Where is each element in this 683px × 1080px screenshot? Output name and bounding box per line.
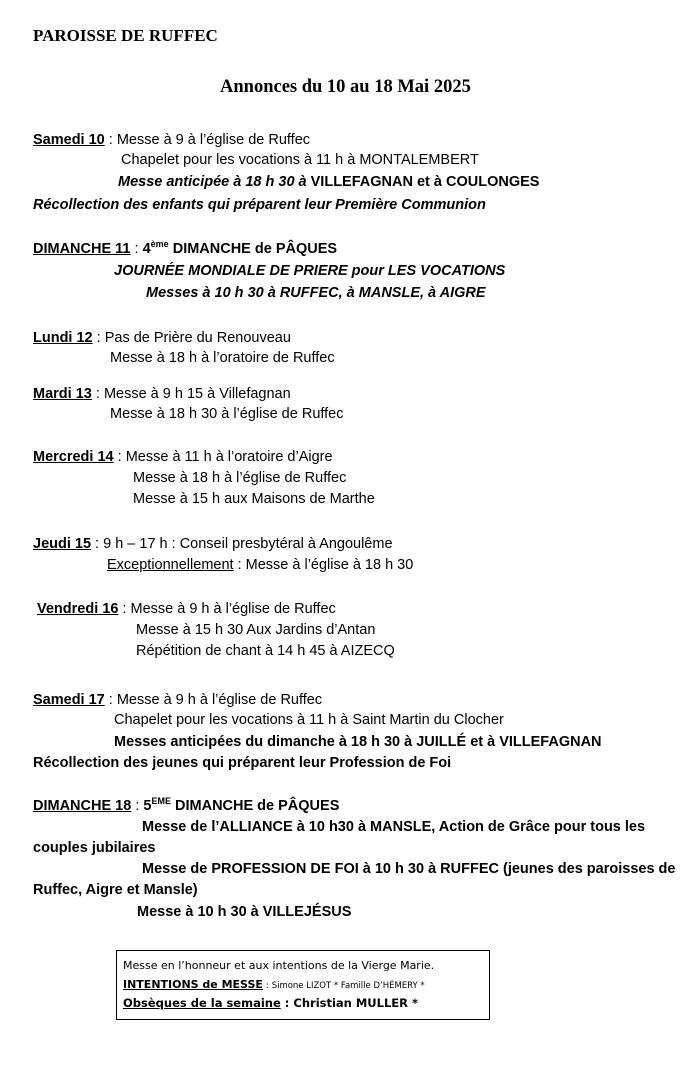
entry-text: couples jubilaires (33, 840, 156, 856)
intentions-label: INTENTIONS de MESSE (123, 978, 263, 991)
entry-text: Messes à 10 h 30 à RUFFEC, à MANSLE, à AIGRE (146, 285, 486, 301)
mer14-line1: Mercredi 14 : Messe à 11 h à l’oratoire d’Aigre (33, 449, 333, 465)
dim18-line1: DIMANCHE 18 : 5EME DIMANCHE de PÂQUES (33, 796, 340, 814)
sam10-line1: Samedi 10 : Messe à 9 à l’église de Ruffec (33, 132, 311, 148)
obseques-label: Obsèques de la semaine (123, 996, 281, 1010)
entry-text: Messe à 9 h à l’église de Ruffec (116, 692, 323, 708)
day-label: DIMANCHE 18 (33, 798, 132, 814)
day-label: Samedi 10 (33, 132, 105, 148)
dim11-line1: DIMANCHE 11 : 4ème DIMANCHE de PÂQUES (33, 239, 338, 257)
jeu15-line2: Exceptionnellement : Messe à l’église à 18 h 30 (107, 557, 414, 573)
ven16-line1: Vendredi 16 : Messe à 9 h à l’église de Ruffec (37, 601, 336, 617)
day-label: DIMANCHE 11 (33, 241, 131, 257)
entry-text: 9 h – 17 h : Conseil presbytéral à Angoulême (103, 536, 393, 552)
entry-text: Répétition de chant à 14 h 45 à AIZECQ (136, 643, 395, 659)
day-label: Jeudi 15 (33, 536, 92, 552)
entry-text: Chapelet pour les vocations à 11 h à Saint Martin du Clocher (114, 712, 504, 728)
exceptional-label: Exceptionnellement (107, 557, 234, 573)
entry-text: Messe à 11 h à l’oratoire d’Aigre (125, 449, 333, 465)
entry-text: Récollection des jeunes qui préparent leur Profession de Foi (33, 755, 452, 771)
entry-text: Messe de l’ALLIANCE à 10 h30 à MANSLE, Action de Grâce pour tous les (142, 819, 646, 835)
entry-text: Messe à 18 h 30 à l’église de Ruffec (110, 406, 344, 422)
box-line1: Messe en l’honneur et aux intentions de la Vierge Marie. (123, 959, 435, 972)
entry-text: Messe à 10 h 30 à VILLEJÉSUS (137, 904, 352, 920)
entry-text: Messe à 18 h à l’oratoire de Ruffec (110, 350, 335, 366)
entry-text: Messe à 15 h aux Maisons de Marthe (133, 491, 375, 507)
intentions-names: Simone LIZOT * Famille D’HÉMERY * (271, 981, 425, 991)
obseques-line: Obsèques de la semaine : Christian MULLER * (123, 996, 419, 1010)
entry-text: Messe à 9 à l’église de Ruffec (116, 132, 311, 148)
entry-text: Ruffec, Aigre et Mansle) (33, 882, 198, 898)
entry-text: Chapelet pour les vocations à 11 h à MONTALEMBERT (121, 152, 479, 168)
entry-text: Messe à 18 h à l’église de Ruffec (133, 470, 347, 486)
obseques-name: Christian MULLER * (293, 996, 419, 1010)
entry-text: Pas de Prière du Renouveau (104, 330, 291, 346)
entry-text: Messe à 9 h 15 à Villefagnan (103, 386, 291, 402)
intentions-line: INTENTIONS de MESSE : Simone LIZOT * Famille D’HÉMERY * (123, 978, 425, 991)
entry-text: Messe à 15 h 30 Aux Jardins d’Antan (136, 622, 376, 638)
lun12-line1: Lundi 12 : Pas de Prière du Renouveau (33, 330, 291, 346)
entry-text: JOURNÉE MONDIALE DE PRIERE pour LES VOCATIONS (114, 263, 506, 279)
day-label: Lundi 12 (33, 330, 93, 346)
day-label: Mercredi 14 (33, 449, 114, 465)
day-label: Samedi 17 (33, 692, 105, 708)
sam17-line1: Samedi 17 : Messe à 9 h à l’église de Ruffec (33, 692, 323, 708)
entry-text: Messes anticipées du dimanche à 18 h 30 à JUILLÉ et à VILLEFAGNAN (114, 734, 602, 750)
jeu15-line1: Jeudi 15 : 9 h – 17 h : Conseil presbytéral à Angoulême (33, 536, 393, 552)
entry-text: Messe de PROFESSION DE FOI à 10 h 30 à RUFFEC (jeunes des paroisses de (142, 861, 676, 877)
intentions-box (116, 950, 490, 1020)
mar13-line1: Mardi 13 : Messe à 9 h 15 à Villefagnan (33, 386, 291, 402)
page-title: Annonces du 10 au 18 Mai 2025 (220, 77, 471, 97)
entry-text: Messe à 9 h à l’église de Ruffec (130, 601, 336, 617)
day-label: Vendredi 16 (37, 601, 119, 617)
parish-name: PAROISSE DE RUFFEC (33, 26, 218, 45)
day-label: Mardi 13 (33, 386, 92, 402)
entry-text: Récollection des enfants qui préparent leur Première Communion (33, 197, 486, 213)
entry-text: Messe anticipée à 18 h 30 à VILLEFAGNAN et à COULONGES (118, 174, 540, 190)
